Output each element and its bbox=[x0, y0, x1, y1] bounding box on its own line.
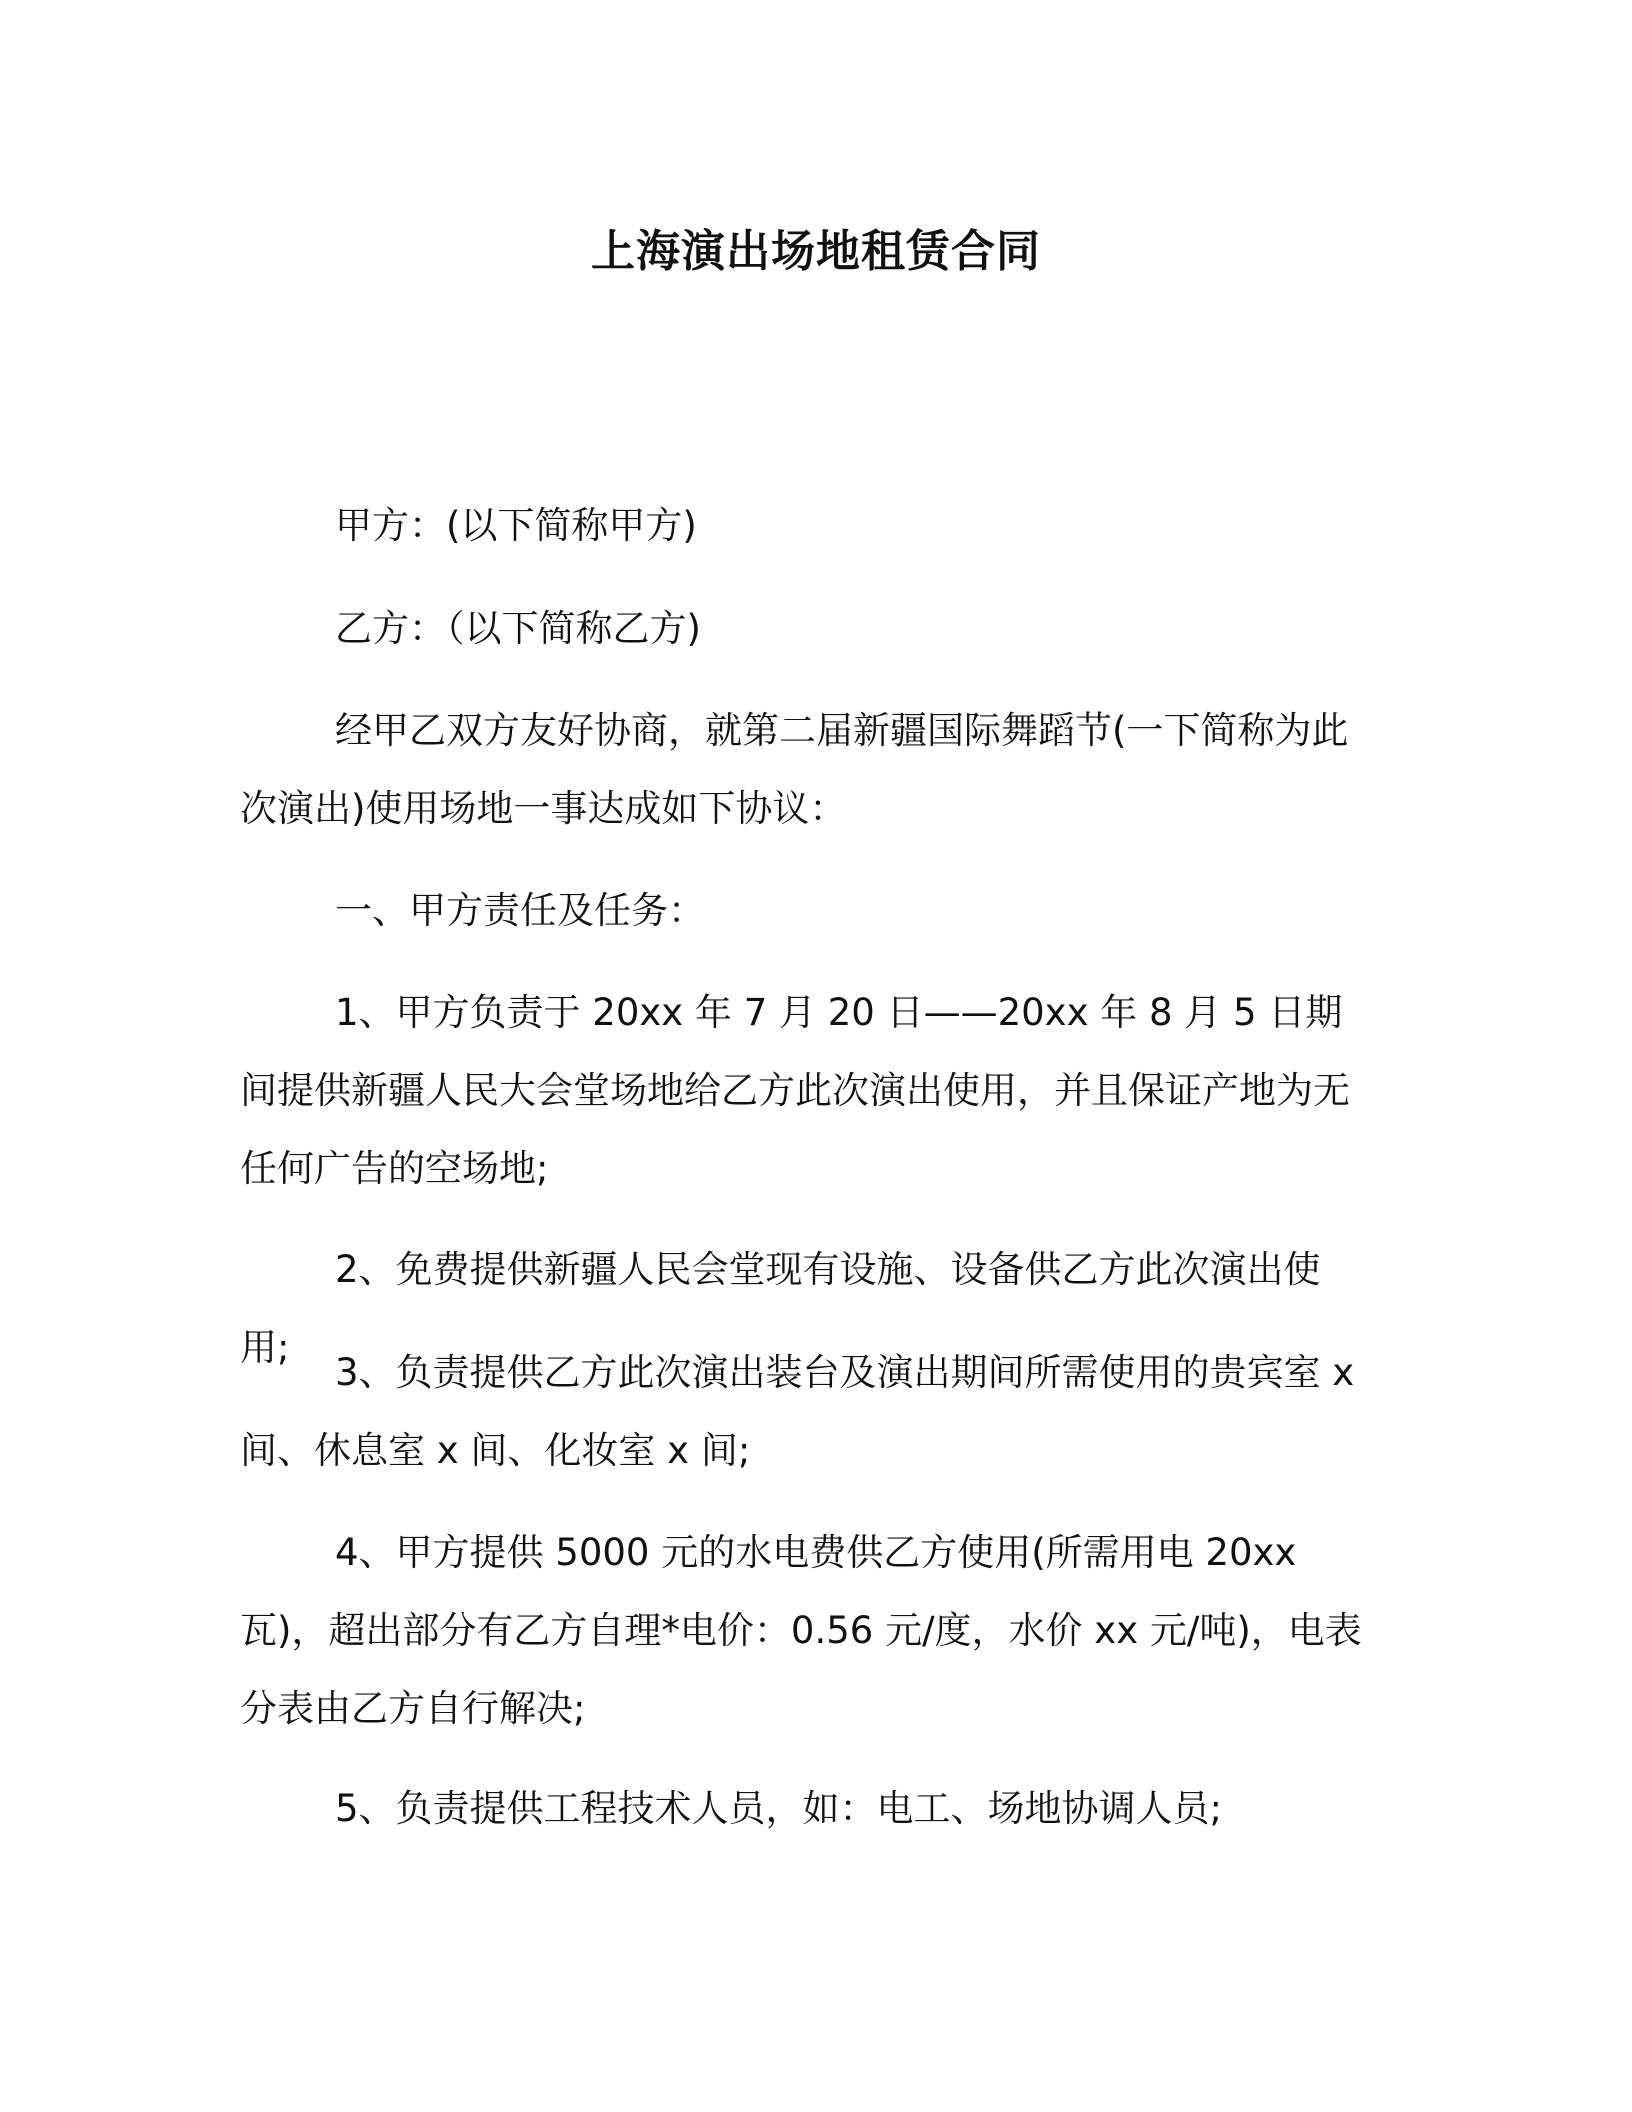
clause-3: 3、负责提供乙方此次演出装台及演出期间所需使用的贵宾室 x 间、休息室 x 间、化妆室 x 间; bbox=[240, 1351, 1355, 1472]
clause-1: 1、甲方负责于 20xx 年 7 月 20 日——20xx 年 8 月 5 日期间提供新疆人民大会堂场地给乙方此次演出使用，并且保证产地为无任何广告的空场地; bbox=[240, 991, 1350, 1190]
preamble-paragraph: 经甲乙双方友好协商，就第二届新疆国际舞蹈节(一下简称为此次演出)使用场地一事达成如下协议： bbox=[240, 709, 1349, 830]
section-heading-party-a-duties: 一、甲方责任及任务： bbox=[335, 889, 705, 932]
document-title: 上海演出场地租赁合同 bbox=[591, 226, 1041, 277]
party-b-line: 乙方：（以下简称乙方) bbox=[335, 607, 701, 650]
clause-5: 5、负责提供工程技术人员，如：电工、场地协调人员; bbox=[335, 1787, 1223, 1830]
clause-4: 4、甲方提供 5000 元的水电费供乙方使用(所需用电 20xx 瓦)，超出部分有乙方自理*电价：0.56 元/度，水价 xx 元/吨)，电表分表由乙方自行解决; bbox=[240, 1531, 1362, 1730]
clause-2: 2、免费提供新疆人民会堂现有设施、设备供乙方此次演出使用; bbox=[240, 1248, 1321, 1369]
party-a-line: 甲方：(以下简称甲方) bbox=[335, 504, 697, 547]
